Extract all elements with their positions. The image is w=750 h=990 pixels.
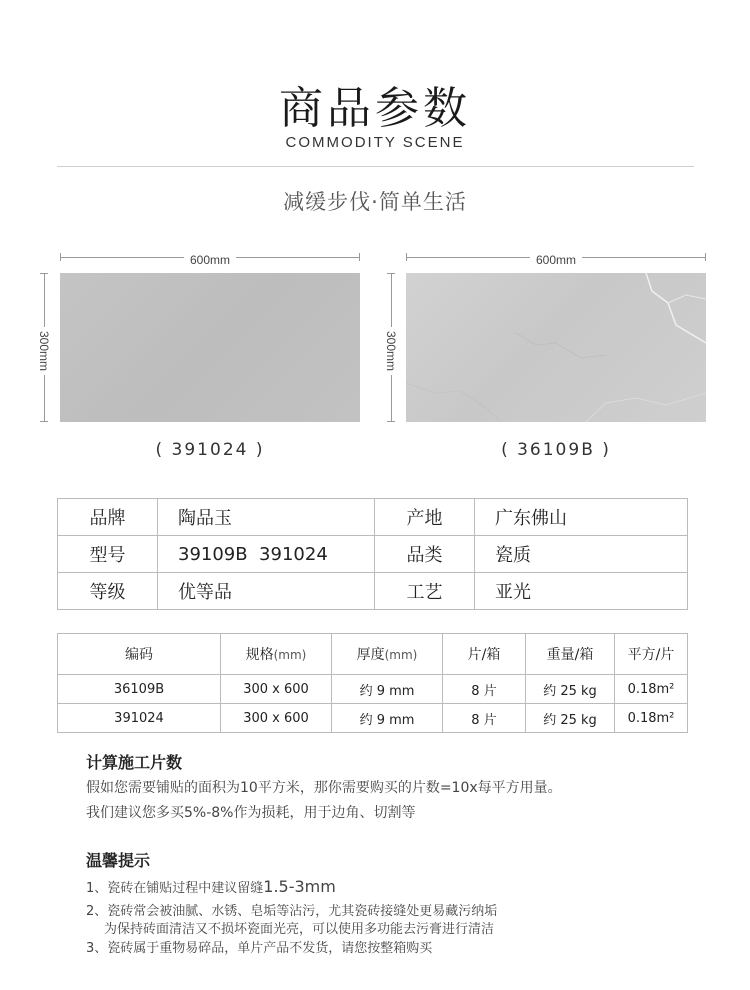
calc-section-title: 计算施工片数 (86, 753, 183, 772)
tile-1-code: ( 391024 ) (155, 440, 265, 460)
cell-code: 36109B (58, 675, 221, 704)
tile-2-width-label: 600mm (530, 253, 582, 267)
spec-value: 瓷质 (475, 536, 688, 573)
spec-value: 亚光 (475, 573, 688, 610)
tile-2-image (406, 273, 706, 422)
tile-2-height-label: 300mm (384, 327, 398, 375)
spec-value: 广东佛山 (475, 499, 688, 536)
page-title: 商品参数 (279, 83, 471, 134)
cell-weight: 约 25 kg (526, 704, 615, 733)
product-table (57, 633, 688, 733)
table-row (58, 536, 688, 573)
tip-1-value: 1.5-3mm (263, 877, 336, 896)
column-header: 规格(mm) (221, 634, 332, 675)
dim-tick (40, 421, 48, 422)
cell-pieces: 8 片 (443, 704, 526, 733)
spec-key: 等级 (58, 573, 158, 610)
tip-1-text: 1、瓷砖在铺贴过程中建议留缝 (86, 881, 264, 896)
tip-2-line-1: 2、瓷砖常会被油腻、水锈、皂垢等沾污，尤其瓷砖接缝处更易藏污纳垢 (86, 904, 498, 919)
cell-code: 391024 (58, 704, 221, 733)
cell-area: 0.18m² (615, 675, 688, 704)
tip-1 (86, 877, 336, 896)
spec-key: 工艺 (375, 573, 475, 610)
dim-tick (387, 421, 395, 422)
spec-table (57, 498, 688, 610)
spec-value: 优等品 (158, 573, 375, 610)
tile-2-code: ( 36109B ) (501, 440, 611, 460)
spec-key: 型号 (58, 536, 158, 573)
table-row (58, 675, 688, 704)
cell-size: 300 x 600 (221, 704, 332, 733)
calc-line-2: 我们建议您多买5%-8%作为损耗，用于边角、切割等 (86, 805, 416, 821)
cell-size: 300 x 600 (221, 675, 332, 704)
column-header: 平方/片 (615, 634, 688, 675)
page-subtitle-en: COMMODITY SCENE (285, 134, 465, 151)
tip-2-line-2: 为保持砖面清洁又不损坏瓷面光亮，可以使用多功能去污膏进行清洁 (104, 922, 495, 937)
cell-weight: 约 25 kg (526, 675, 615, 704)
spec-key: 品牌 (58, 499, 158, 536)
spec-value: 陶品玉 (158, 499, 375, 536)
column-header: 厚度(mm) (332, 634, 443, 675)
cell-thickness: 约 9 mm (332, 675, 443, 704)
cell-thickness: 约 9 mm (332, 704, 443, 733)
table-row (58, 704, 688, 733)
tip-3: 3、瓷砖属于重物易碎品，单片产品不发货，请您按整箱购买 (86, 941, 433, 956)
table-row (58, 573, 688, 610)
column-header: 编码 (58, 634, 221, 675)
column-header: 重量/箱 (526, 634, 615, 675)
spec-key: 品类 (375, 536, 475, 573)
slogan: 减缓步伐·简单生活 (283, 190, 467, 214)
calc-line-1: 假如您需要铺贴的面积为10平方米，那你需要购买的片数=10x每平方用量。 (86, 780, 562, 796)
table-row (58, 499, 688, 536)
tile-1-height-label: 300mm (37, 327, 51, 375)
cell-area: 0.18m² (615, 704, 688, 733)
header-divider (57, 166, 694, 167)
tips-section-title: 温馨提示 (86, 851, 151, 870)
spec-value: 39109B 391024 (158, 536, 375, 573)
table-header-row (58, 634, 688, 675)
tile-1-image (60, 273, 360, 422)
column-header: 片/箱 (443, 634, 526, 675)
cell-pieces: 8 片 (443, 675, 526, 704)
spec-key: 产地 (375, 499, 475, 536)
marble-veins (406, 273, 706, 422)
tile-1-width-label: 600mm (184, 253, 236, 267)
